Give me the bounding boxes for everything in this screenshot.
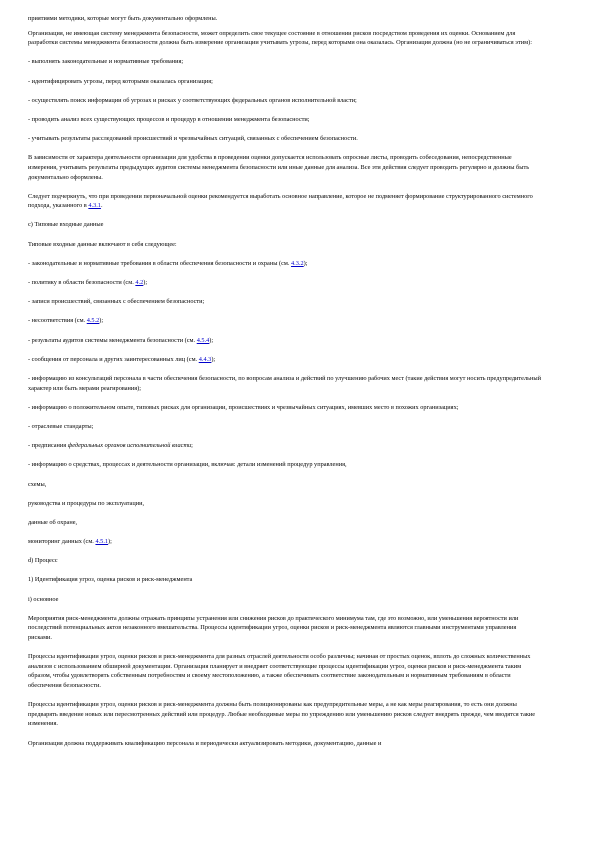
section-heading-inputs: c) Типовые входные данные (28, 221, 104, 229)
list-subitem-schemes: схемы, (28, 480, 47, 488)
paragraph-inputs-intro: Типовые входные данные включают в себя следующее: (28, 240, 177, 248)
section-link-4-3-1[interactable]: 4.3.1 (88, 202, 101, 210)
list-item-nonconformities (28, 316, 541, 326)
list-item-facilities-info: - информацию о средствах, процессах и деятельности организации, включая: детали изменений процедур управления, (28, 461, 347, 469)
list-item-text-end: ); (211, 355, 216, 363)
list-item-text: мониторинг данных (см. (28, 538, 96, 546)
list-item-policy (28, 278, 541, 288)
list-item-staff-messages (28, 355, 541, 365)
list-item-text: - сообщения от персонала и других заинтересованных лиц (см. (28, 355, 199, 363)
subsection-heading-general: i) основное (28, 595, 59, 603)
section-link-4-5-2[interactable]: 4.5.2 (86, 317, 100, 325)
list-item-text-end: ); (108, 538, 112, 546)
list-item-text: - законодательные и нормативные требования в области обеспечения безопасности и охраны (см. (28, 259, 292, 267)
list-item-staff-consultations: - информацию из консультаций персонала в части обеспечения безопасности, по вопросам анализа и действий по улучшению рабочих мест (такие действия могут носить предупредительный характер или быть мерами реагирования); (28, 374, 541, 392)
list-item-text-end: ); (143, 279, 148, 287)
list-item-italic-text: федеральных органов исполнительной власти (67, 442, 192, 450)
section-heading-process: d) Процесс (28, 557, 58, 565)
list-item-analyze-processes: - проводить анализ всех существующих процессов и процедур в отношении менеджмента безопасности; (28, 115, 310, 123)
list-item-industry-standards: - отраслевые стандарты; (28, 422, 94, 430)
list-item-text-end: ); (99, 317, 104, 325)
paragraph-initial-assessment (28, 192, 541, 211)
list-subitem-manuals: руководства и процедуры по эксплуатации, (28, 499, 145, 507)
section-link-4-4-3[interactable]: 4.4.3 (198, 355, 212, 363)
list-item-legal-security (28, 259, 541, 269)
list-item-text: - несоответствия (см. (28, 317, 87, 325)
paragraph-preventive-measures: Процессы идентификации угроз, оценки рисков и риск-менеджмента должны быть позиционированы как предупредительные меры, а не как меры реагирования, то есть они должны предварять введение новых или пересмотренных действий или процедур. Любые необходимые меры по упреждению или уменьшению рисков следует внедрять прежде, чем вводятся такие изменения. (28, 701, 536, 728)
list-item-positive-experience: - информацию о положительном опыте, типовых рисках для организации, происшествиях и чрезвычайных ситуациях, имевших место в похожих организациях; (28, 403, 459, 411)
list-item-prescriptions (28, 441, 541, 451)
paragraph-text-end: . (100, 202, 103, 210)
list-item-identify-threats: - идентифицировать угрозы, перед которыми оказалась организация; (28, 77, 213, 85)
paragraph-text: Следует подчеркнуть, что при проведении первоначальной оценки рекомендуется выработать основное направление, которое не подменяет формирование структурированного системного подхода, указанного в (28, 192, 533, 210)
list-item-text: - предписания (28, 442, 68, 450)
paragraph-staff-qualification: Организация должна поддерживать квалификацию персонала и периодически актуализировать методики, документацию, данные и (28, 739, 382, 747)
list-item-legal-requirements: - выполнять законодательные и нормативные требования; (28, 58, 184, 66)
paragraph-risk-management-measures: Мероприятия риск-менеджмента должны отражать принципы устранения или снижения рисков до практического минимума там, где это возможно, или уменьшения вероятности или последствий потенциальных актов незаконного вмешательства. Процессы идентификации угроз, оценки рисков и риск-менеджмента являются главными инструментами управления рисками. (28, 614, 519, 641)
section-link-4-5-1[interactable]: 4.5.1 (95, 538, 109, 546)
paragraph-intro-fragment: приятиями методики, которые могут быть документально оформлены. (28, 15, 218, 22)
paragraph-organization-assessment: Организация, не имеющая систему менеджмента безопасности, может определить свое текущее состояние в отношении рисков посредством проведения их оценки. Основанием для разработки системы менеджмента безопасности должна быть измерение организации учитывать угрозы, перед которыми она оказалась. Организация должна (но не ограничиваться этим): (28, 29, 532, 47)
section-link-4-5-4[interactable]: 4.5.4 (196, 336, 210, 344)
section-link-4-3-2[interactable]: 4.3.2 (291, 259, 304, 267)
list-item-search-information: - осуществлять поиск информации об угрозах и рисках у соответствующих федеральных органов исполнительной власти; (28, 96, 357, 104)
paragraph-risk-processes-vary: Процессы идентификации угроз, оценки рисков и риск-менеджмента для разных отраслей деятельности особо различны; начиная от простых оценок, вплоть до сложных количественных анализов с использованием обширной документации. Организация планирует и внедряет соответствующие процессы идентификации угроз, оценки рисков и риск-менеджмента таким образом, чтобы удовлетворять собственным потребностям и своему местоположению, а также обеспечивать соответствие законодательным и нормативным требованиям в области обеспечения безопасности. (28, 653, 531, 689)
list-item-text-end: ); (303, 259, 308, 267)
list-item-text-end: ); (209, 336, 214, 344)
list-item-text: - результаты аудитов системы менеджмента безопасности (см. (28, 336, 197, 344)
list-item-audit-results (28, 336, 541, 346)
list-item-incident-records: - записи происшествий, связанных с обеспечением безопасности; (28, 298, 205, 306)
paragraph-assessment-methods: В зависимости от характера деятельности организации для удобства в проведении оценки допускается использовать опросные листы, проводить собеседования, непосредственные измерения, учитывать результаты предыдущих аудитов системы менеджмента безопасности или иные данные для анализа. Все эти действия следует проводить регулярно и должны быть документально оформлены. (28, 154, 530, 181)
subsection-heading-threat-identification: 1) Идентификация угроз, оценка рисков и риск-менеджмента (28, 576, 193, 584)
list-item-text-end: ; (191, 442, 193, 450)
list-item-text: - политику в области безопасности (см. (28, 279, 136, 287)
list-item-investigation-results: - учитывать результаты расследований происшествий и чрезвычайных ситуаций, связанных с обеспечением безопасности. (28, 135, 358, 143)
list-subitem-monitoring (28, 537, 541, 547)
list-subitem-security-data: данные об охране, (28, 518, 78, 526)
section-link-4-2[interactable]: 4.2 (135, 279, 144, 287)
